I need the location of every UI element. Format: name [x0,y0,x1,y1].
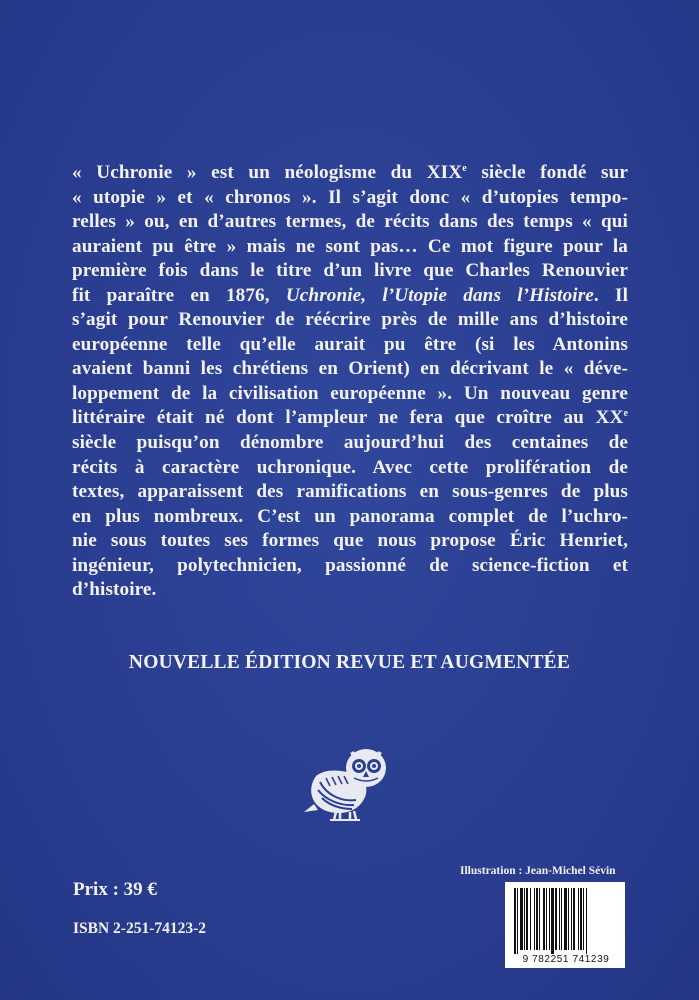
edition-notice: NOUVELLE ÉDITION REVUE ET AUGMENTÉE [128,652,571,673]
blurb-line: loppement de la civilisation européenne ». Un nouveau genre [72,382,628,404]
price-label: Prix : 39 € [73,879,157,900]
isbn-barcode [505,882,625,968]
blurb-line: première fois dans le titre d’un livre que Charles Renouvier [72,260,628,282]
book-title-italic: Uchronie, l’Utopie dans l’Histoire [285,284,594,306]
barcode-number: 9 782251 741239 [522,954,610,965]
blurb-line: ingénieur, polytechnicien, passionné de science-fiction et [72,554,628,576]
blurb-line: auraient pu être » mais ne sont pas… Ce mot figure pour la [72,235,628,257]
blurb-line: « utopie » et « chronos ». Il s’agit donc « d’utopies tempo- [72,186,628,208]
blurb-line: en plus nombreux. C’est un panorama complet de l’uchro- [72,505,628,527]
blurb-line: siècle puisqu’on dénombre aujourd’hui des centaines de [72,432,628,454]
owl-icon [296,738,392,824]
blurb-line: s’agit pour Renouvier de réécrire près de mille ans d’histoire [72,309,628,331]
isbn-label: ISBN 2-251-74123-2 [73,920,207,937]
blurb-line: d’histoire. [72,579,157,601]
blurb-line: « Uchronie » est un néologisme du XIXe siècle fondé sur [72,162,628,183]
blurb-line: récits à caractère uchronique. Avec cette prolifération de [72,456,628,478]
blurb-line: avaient banni les chrétiens en Orient) en décrivant le « déve- [72,358,628,380]
blurb-line: nie sous toutes ses formes que nous propose Éric Henriet, [72,530,628,552]
illustration-credit: Illustration : Jean-Michel Sévin [460,865,616,877]
blurb-line: littéraire était né dont l’ampleur ne fera que croître au XXe [72,407,628,429]
blurb-line: textes, apparaissent des ramifications en sous-genres de plus [72,481,628,503]
blurb-line: européenne telle qu’elle aurait pu être (si les Antonins [72,333,628,355]
blurb-line: relles » ou, en d’autres termes, de récits dans des temps « qui [72,211,628,233]
blurb-line: fit paraître en 1876, Uchronie, l’Utopie dans l’Histoire. Il [72,284,628,306]
back-cover-blurb [72,161,628,603]
